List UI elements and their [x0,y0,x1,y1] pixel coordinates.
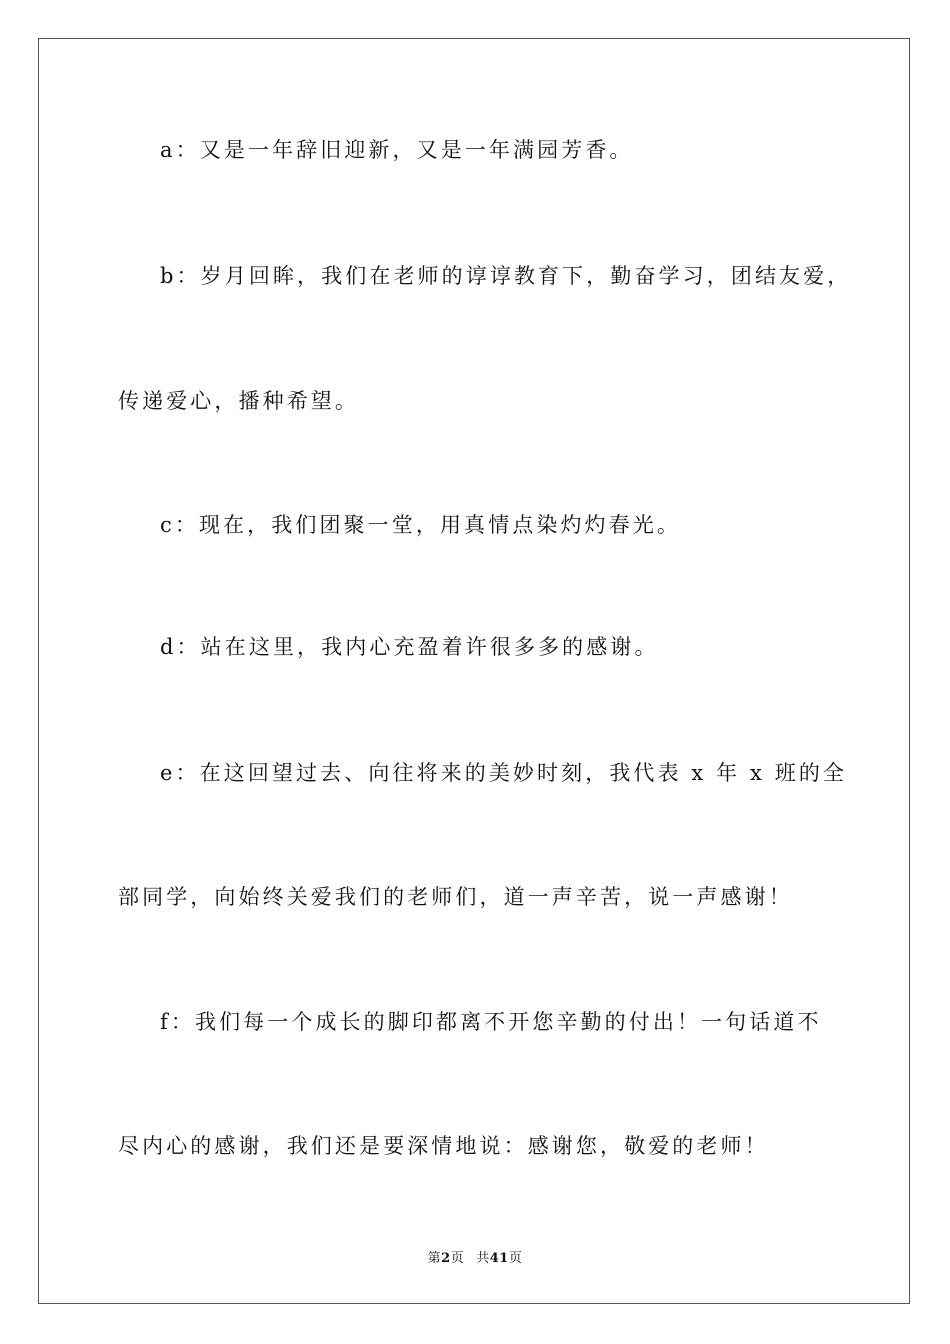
paragraph-c-line: c：现在，我们团聚一堂，用真情点染灼灼春光。 [160,513,681,537]
page-prefix: 第 [427,1251,442,1266]
page-footer [0,1247,950,1266]
paragraph-e-line-2: 部同学，向始终关爱我们的老师们，道一声辛苦，说一声感谢！ [118,885,793,909]
page-number: 2 [441,1251,451,1266]
paragraph-a-line: a：又是一年辞旧迎新，又是一年满园芳香。 [160,138,634,162]
paragraph-f-line-2: 尽内心的感谢，我们还是要深情地说：感谢您，敬爱的老师！ [118,1134,769,1158]
total-pages: 41 [489,1251,509,1266]
total-prefix: 共 [476,1251,490,1266]
paragraph-b-line-2: 传递爱心，播种希望。 [118,389,359,413]
total-suffix: 页 [508,1251,523,1266]
paragraph-f-line-1: f：我们每一个成长的脚印都离不开您辛勤的付出！一句话道不 [160,1010,822,1034]
paragraph-d-line: d：站在这里，我内心充盈着许很多多的感谢。 [160,635,659,659]
paragraph-b-line-1: b：岁月回眸，我们在老师的谆谆教育下，勤奋学习，团结友爱， [160,264,852,288]
page-border [38,38,910,1304]
page-suffix: 页 [450,1251,465,1266]
paragraph-e-line-1: e：在这回望过去、向往将来的美妙时刻，我代表 x 年 x 班的全 [160,761,848,785]
